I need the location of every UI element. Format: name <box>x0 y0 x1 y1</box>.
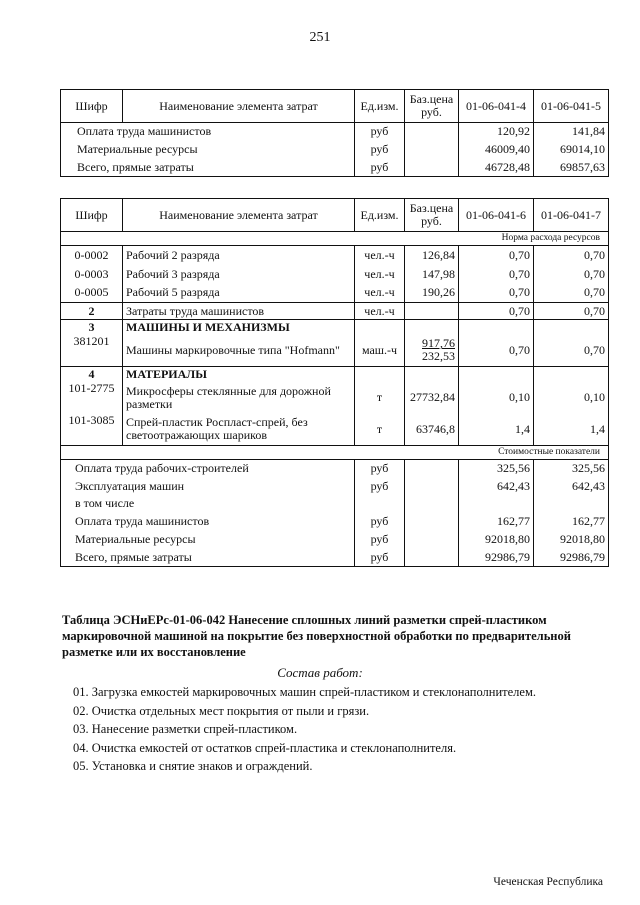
row-value-b: 0,70 <box>534 246 609 265</box>
work-item: 02. Очистка отдельных мест покрытия от пыли и грязи. <box>73 703 370 718</box>
row-code: 101-2775 <box>68 380 115 395</box>
row-name: Рабочий 3 разряда <box>123 265 355 284</box>
table-row <box>61 246 609 265</box>
row-value-b: 0,70 <box>534 265 609 284</box>
header-unit: Ед.изм. <box>355 199 405 232</box>
header-col-b: 01-06-041-7 <box>534 199 609 232</box>
row-value-b: 141,84 <box>534 123 609 141</box>
work-item: 04. Очистка емкостей от остатков спрей-пластика и стеклонаполнителя. <box>73 740 457 755</box>
section-name: МАШИНЫ И МЕХАНИЗМЫ <box>123 320 355 335</box>
header-name: Наименование элемента затрат <box>123 90 355 123</box>
cost-value-a: 92018,80 <box>459 531 534 549</box>
row-code: 2 <box>61 303 123 320</box>
header-price <box>405 199 459 232</box>
header-col-b: 01-06-041-5 <box>534 90 609 123</box>
table-row <box>61 382 609 414</box>
row-price: 63746,8 <box>405 414 459 446</box>
row-unit: руб <box>355 141 405 159</box>
row-unit: руб <box>355 123 405 141</box>
row-price: 126,84 <box>405 246 459 265</box>
cost-name: в том числе <box>75 496 135 510</box>
row-value-a: 0,70 <box>459 284 534 303</box>
row-price <box>405 335 459 367</box>
row-value-b: 0,70 <box>534 284 609 303</box>
cost-value-a: 325,56 <box>459 460 534 478</box>
header-name: Наименование элемента затрат <box>123 199 355 232</box>
table-row <box>61 335 609 367</box>
cost-row <box>61 512 609 531</box>
work-item: 05. Установка и снятие знаков и ограждений. <box>73 759 313 773</box>
header-col-a: 01-06-041-4 <box>459 90 534 123</box>
header-price-line2: руб. <box>421 105 442 119</box>
cost-name: Оплата труда рабочих-строителей <box>75 461 249 476</box>
table-row <box>61 159 609 177</box>
section-row <box>61 367 609 382</box>
row-price-secondary: 232,53 <box>422 349 455 364</box>
header-price-line2: руб. <box>421 214 442 228</box>
norm-note: Норма расхода ресурсов <box>61 232 609 246</box>
table-row <box>61 141 609 159</box>
row-code: 0-0002 <box>74 247 109 262</box>
row-value-b: 0,10 <box>534 382 609 414</box>
row-unit: чел.-ч <box>355 265 405 284</box>
cost-note-row <box>61 446 609 460</box>
row-value-a: 120,92 <box>459 123 534 141</box>
row-value-a: 0,70 <box>459 265 534 284</box>
resource-table-041-6-7 <box>60 198 609 567</box>
section-code: 4 <box>61 367 123 382</box>
cost-value-b: 162,77 <box>534 512 609 531</box>
cost-unit: руб <box>355 549 405 567</box>
row-name: Спрей-пластик Роспласт-спрей, без светоотражающих шариков <box>123 414 355 446</box>
header-col-a: 01-06-041-6 <box>459 199 534 232</box>
row-value-a: 0,70 <box>459 246 534 265</box>
section-name: МАТЕРИАЛЫ <box>123 367 355 382</box>
row-value-a: 0,70 <box>459 335 534 367</box>
cost-value-a: 642,43 <box>459 478 534 496</box>
row-name: Затраты труда машинистов <box>123 303 355 320</box>
row-value-b: 69014,10 <box>534 141 609 159</box>
row-name: Всего, прямые затраты <box>77 159 194 174</box>
row-price-primary: 917,76 <box>422 336 455 351</box>
header-price-line1: Баз.цена <box>409 201 454 215</box>
cost-row <box>61 496 609 512</box>
header-code: Шифр <box>61 90 123 123</box>
table-header-row <box>61 199 609 232</box>
row-value-a: 0,70 <box>459 303 534 320</box>
header-price <box>405 90 459 123</box>
cost-value-b: 92018,80 <box>534 531 609 549</box>
row-name: Рабочий 5 разряда <box>123 284 355 303</box>
header-code: Шифр <box>61 199 123 232</box>
page-footer: Чеченская Республика <box>493 876 603 888</box>
row-value-b: 1,4 <box>534 414 609 446</box>
section-title: Таблица ЭСНиЕРс-01-06-042 Нанесение сплошных линий разметки спрей-пластиком маркировочной машиной на покрытие без поверхностной обработки по предварительной разметке или их восстановление <box>62 613 571 659</box>
cost-name: Всего, прямые затраты <box>75 549 192 564</box>
row-unit: т <box>355 414 405 446</box>
work-item: 03. Нанесение разметки спрей-пластиком. <box>73 722 298 736</box>
row-name: Микросферы стеклянные для дорожной разметки <box>123 382 355 414</box>
row-price: 27732,84 <box>405 382 459 414</box>
cost-value-a: 162,77 <box>459 512 534 531</box>
page-number: 251 <box>309 30 331 45</box>
row-value-b: 0,70 <box>534 335 609 367</box>
row-code: 101-3085 <box>68 412 115 427</box>
row-value-a: 46009,40 <box>459 141 534 159</box>
row-value-b: 69857,63 <box>534 159 609 177</box>
row-name: Рабочий 2 разряда <box>123 246 355 265</box>
row-name: Оплата труда машинистов <box>77 124 212 139</box>
table-row <box>61 123 609 141</box>
norm-note-row <box>61 232 609 246</box>
row-unit: маш.-ч <box>355 335 405 367</box>
row-value-a: 0,10 <box>459 382 534 414</box>
row-price: 147,98 <box>405 265 459 284</box>
cost-row <box>61 478 609 496</box>
section-row <box>61 320 609 335</box>
row-value-a: 46728,48 <box>459 159 534 177</box>
row-unit: чел.-ч <box>355 303 405 320</box>
row-unit: т <box>355 382 405 414</box>
work-item: 01. Загрузка емкостей маркировочных машин спрей-пластиком и стеклонаполнителем. <box>73 685 537 699</box>
cost-value-b: 325,56 <box>534 460 609 478</box>
cost-unit: руб <box>355 512 405 531</box>
row-value-b: 0,70 <box>534 303 609 320</box>
cost-note: Стоимостные показатели <box>61 446 609 460</box>
cost-row <box>61 460 609 478</box>
table-row <box>61 265 609 284</box>
row-unit: чел.-ч <box>355 246 405 265</box>
table-row <box>61 414 609 446</box>
cost-value-a: 92986,79 <box>459 549 534 567</box>
work-list <box>73 683 536 776</box>
row-code: 0-0005 <box>74 285 109 300</box>
row-unit: чел.-ч <box>355 284 405 303</box>
header-unit: Ед.изм. <box>355 90 405 123</box>
section-code: 3 <box>61 320 123 335</box>
cost-name: Оплата труда машинистов <box>75 513 210 528</box>
cost-value-b: 92986,79 <box>534 549 609 567</box>
cost-row <box>61 531 609 549</box>
cost-row <box>61 549 609 567</box>
row-name: Материальные ресурсы <box>77 142 198 156</box>
row-name: Машины маркировочные типа "Hofmann" <box>123 335 355 367</box>
table-row <box>61 303 609 320</box>
cost-unit: руб <box>355 460 405 478</box>
work-composition-label: Состав работ: <box>277 665 363 680</box>
row-code: 381201 <box>73 333 110 348</box>
cost-name: Эксплуатация машин <box>75 479 185 493</box>
cost-unit: руб <box>355 478 405 496</box>
cost-name: Материальные ресурсы <box>75 532 196 546</box>
table-row <box>61 284 609 303</box>
row-unit: руб <box>355 159 405 177</box>
row-value-a: 1,4 <box>459 414 534 446</box>
table-header-row <box>61 90 609 123</box>
cost-table-041-4-5 <box>60 89 609 177</box>
cost-unit: руб <box>355 531 405 549</box>
header-price-line1: Баз.цена <box>409 92 454 106</box>
cost-value-b: 642,43 <box>534 478 609 496</box>
row-code: 0-0003 <box>74 266 109 281</box>
row-price: 190,26 <box>405 284 459 303</box>
